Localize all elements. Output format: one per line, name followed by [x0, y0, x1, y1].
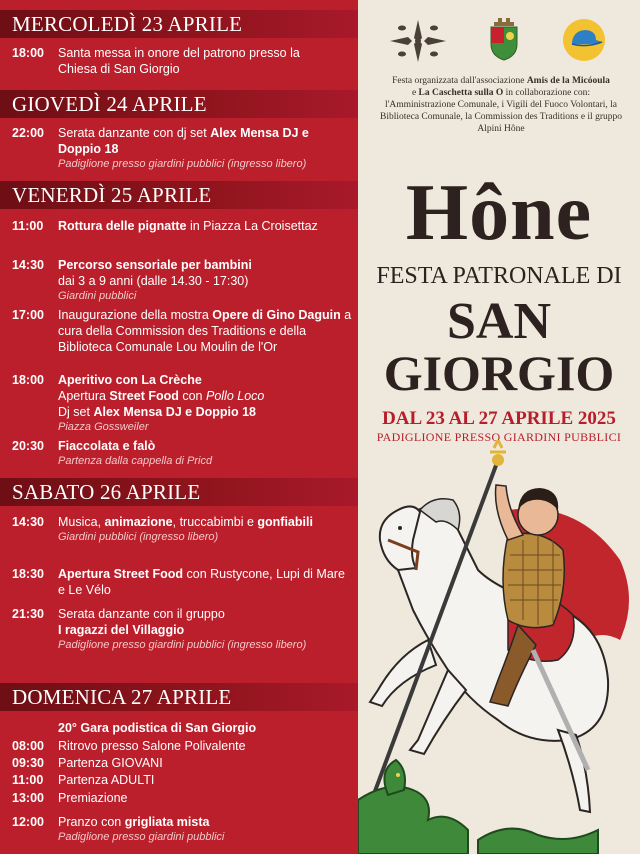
- day-title: SABATO 26 APRILE: [12, 480, 201, 504]
- event-desc: Percorso sensoriale per bambini dai 3 a 9 anni (dalle 14.30 - 17:30) Giardini pubblici: [58, 258, 252, 302]
- day-title: MERCOLEDÌ 23 APRILE: [12, 12, 243, 36]
- event-time: 18:30: [12, 567, 44, 581]
- venue-line: PADIGLIONE PRESSO GIARDINI PUBBLICI: [376, 430, 622, 444]
- event-time: 11:00: [12, 219, 44, 233]
- event-time: 08:00: [12, 739, 44, 753]
- event-desc: Serata danzante con dj set Alex Mensa DJ e Doppio 18 Padiglione presso giardini pubblici (ingresso libero): [58, 126, 309, 170]
- event-desc: Pranzo con grigliata mista Padiglione presso giardini pubblici: [58, 815, 225, 843]
- san-title: SAN: [446, 293, 552, 350]
- event-desc: Ritrovo presso Salone Polivalente: [58, 739, 246, 753]
- day-title: DOMENICA 27 APRILE: [12, 685, 232, 709]
- event-time: 14:30: [12, 258, 44, 272]
- event-time: 12:00: [12, 815, 44, 829]
- caschetta-cap-logo-icon: [562, 18, 606, 62]
- day-title: GIOVEDÌ 24 APRILE: [12, 92, 207, 116]
- town-title: Hône: [405, 169, 593, 257]
- day-title: VENERDÌ 25 APRILE: [12, 183, 212, 207]
- hone-coat-of-arms-icon: [488, 16, 520, 62]
- day-header-sunday: [0, 683, 358, 711]
- event-time: 18:00: [12, 46, 44, 60]
- event-desc: Serata danzante con il gruppo I ragazzi del Villaggio Padiglione presso giardini pubblici (ingresso libero): [58, 607, 307, 651]
- event-time: 22:00: [12, 126, 44, 140]
- day-header-friday: [0, 181, 358, 209]
- event-time: 18:00: [12, 373, 44, 387]
- event-desc: Fiaccolata e falò Partenza dalla cappella di Pricd: [58, 439, 213, 467]
- saint-george-illustration: [358, 440, 640, 854]
- title-panel: [358, 0, 640, 854]
- event-time: 13:00: [12, 791, 44, 805]
- day-header-thursday: [0, 90, 358, 118]
- event-time: 17:00: [12, 308, 44, 322]
- event-time: 20:30: [12, 439, 44, 453]
- dates-line: DAL 23 AL 27 APRILE 2025: [382, 408, 616, 429]
- event-desc: Aperitivo con La Crèche Apertura Street Food con Pollo Loco Dj set Alex Mensa DJ e Doppio 18 Piazza Gossweiler: [58, 373, 265, 433]
- event-desc: Partenza GIOVANI: [58, 756, 163, 770]
- event-desc: Partenza ADULTI: [58, 773, 155, 787]
- program-panel: MERCOLEDÌ 23 APRILE 18:00 Santa messa in onore del patrono presso la Chiesa di San Giorgio GIOVEDÌ 24 APRILE 22:00 Serata danzante con dj set Alex Mensa DJ e Doppio 18 Padiglione presso giardini pubblici (ingresso libero) VENERDÌ 25 APRILE 11:00 Rottura delle pignatte in Piazza La Croisettaz 14:30 Percorso sensoriale per bambini dai 3 a 9 anni (dalle 14.30 - 17:30) Giardini pubblici 17:00 Inaugurazione della mostra Opere di Gino Daguin a cura della Commission des Traditions e della Biblioteca Comunale Lou Moulin de l'Or 18:00 Aperitivo con La Crèche Apertura Street Food con Pollo Loco Dj set Alex Mensa DJ e Doppio 18 Piazza Gossweiler 20:30 Fiaccolata e falò Partenza dalla cappella di Pricd SABATO 26 APRILE 14:30 Musica, animazione, truccabimbi e gonfiabili Giardini pubblici (ingresso libero) 18:30 Apertura Street Food con Rustycone, Lupi di Mare e Le Vélo 21:30 Serata danzante con il gruppo I ragazzi del Villaggio Padiglione presso giardini pubblici (ingresso libero) DOMENICA 27 APRILE 20° Gara podistica di San Giorgio 08:00 Ritrovo presso Salone Polivalente 09:30 Partenza GIOVANI 11:00 Partenza ADULTI 13:00 Premiazione 12:00 Pranzo con grigliata mista Padiglione presso giardini pubblici: [0, 0, 358, 854]
- event-time: 09:30: [12, 756, 44, 770]
- day-header-saturday: [0, 478, 358, 506]
- event-desc: Santa messa in onore del patrono presso la Chiesa di San Giorgio: [58, 46, 300, 76]
- event-time: 14:30: [12, 515, 44, 529]
- event-time: 11:00: [12, 773, 44, 787]
- micooula-logo-icon: [388, 18, 448, 64]
- event-desc: Inaugurazione della mostra Opere di Gino Daguin a cura della Commission des Traditions e della Biblioteca Comunale Lou Moulin de l'Or: [58, 308, 352, 354]
- event-desc: Musica, animazione, truccabimbi e gonfiabili Giardini pubblici (ingresso libero): [58, 515, 313, 543]
- event-time: 21:30: [12, 607, 44, 621]
- event-desc: Apertura Street Food con Rustycone, Lupi di Mare e Le Vélo: [58, 567, 345, 597]
- organizers-text: Festa organizzata dall'associazione Amis de la Micóoula e La Caschetta sulla O in collaborazione con: l'Amministrazione Comunale, i Vigili del Fuoco Volontari, la Biblioteca Comunale, la Commission des Traditions e il gruppo Alpini Hône: [380, 76, 622, 134]
- event-desc: Rottura delle pignatte in Piazza La Croisettaz: [58, 219, 318, 233]
- festa-subtitle: FESTA PATRONALE DI: [376, 263, 622, 289]
- giorgio-title: GIORGIO: [383, 345, 615, 401]
- day-header-wednesday: [0, 10, 358, 38]
- event-desc: Premiazione: [58, 791, 128, 805]
